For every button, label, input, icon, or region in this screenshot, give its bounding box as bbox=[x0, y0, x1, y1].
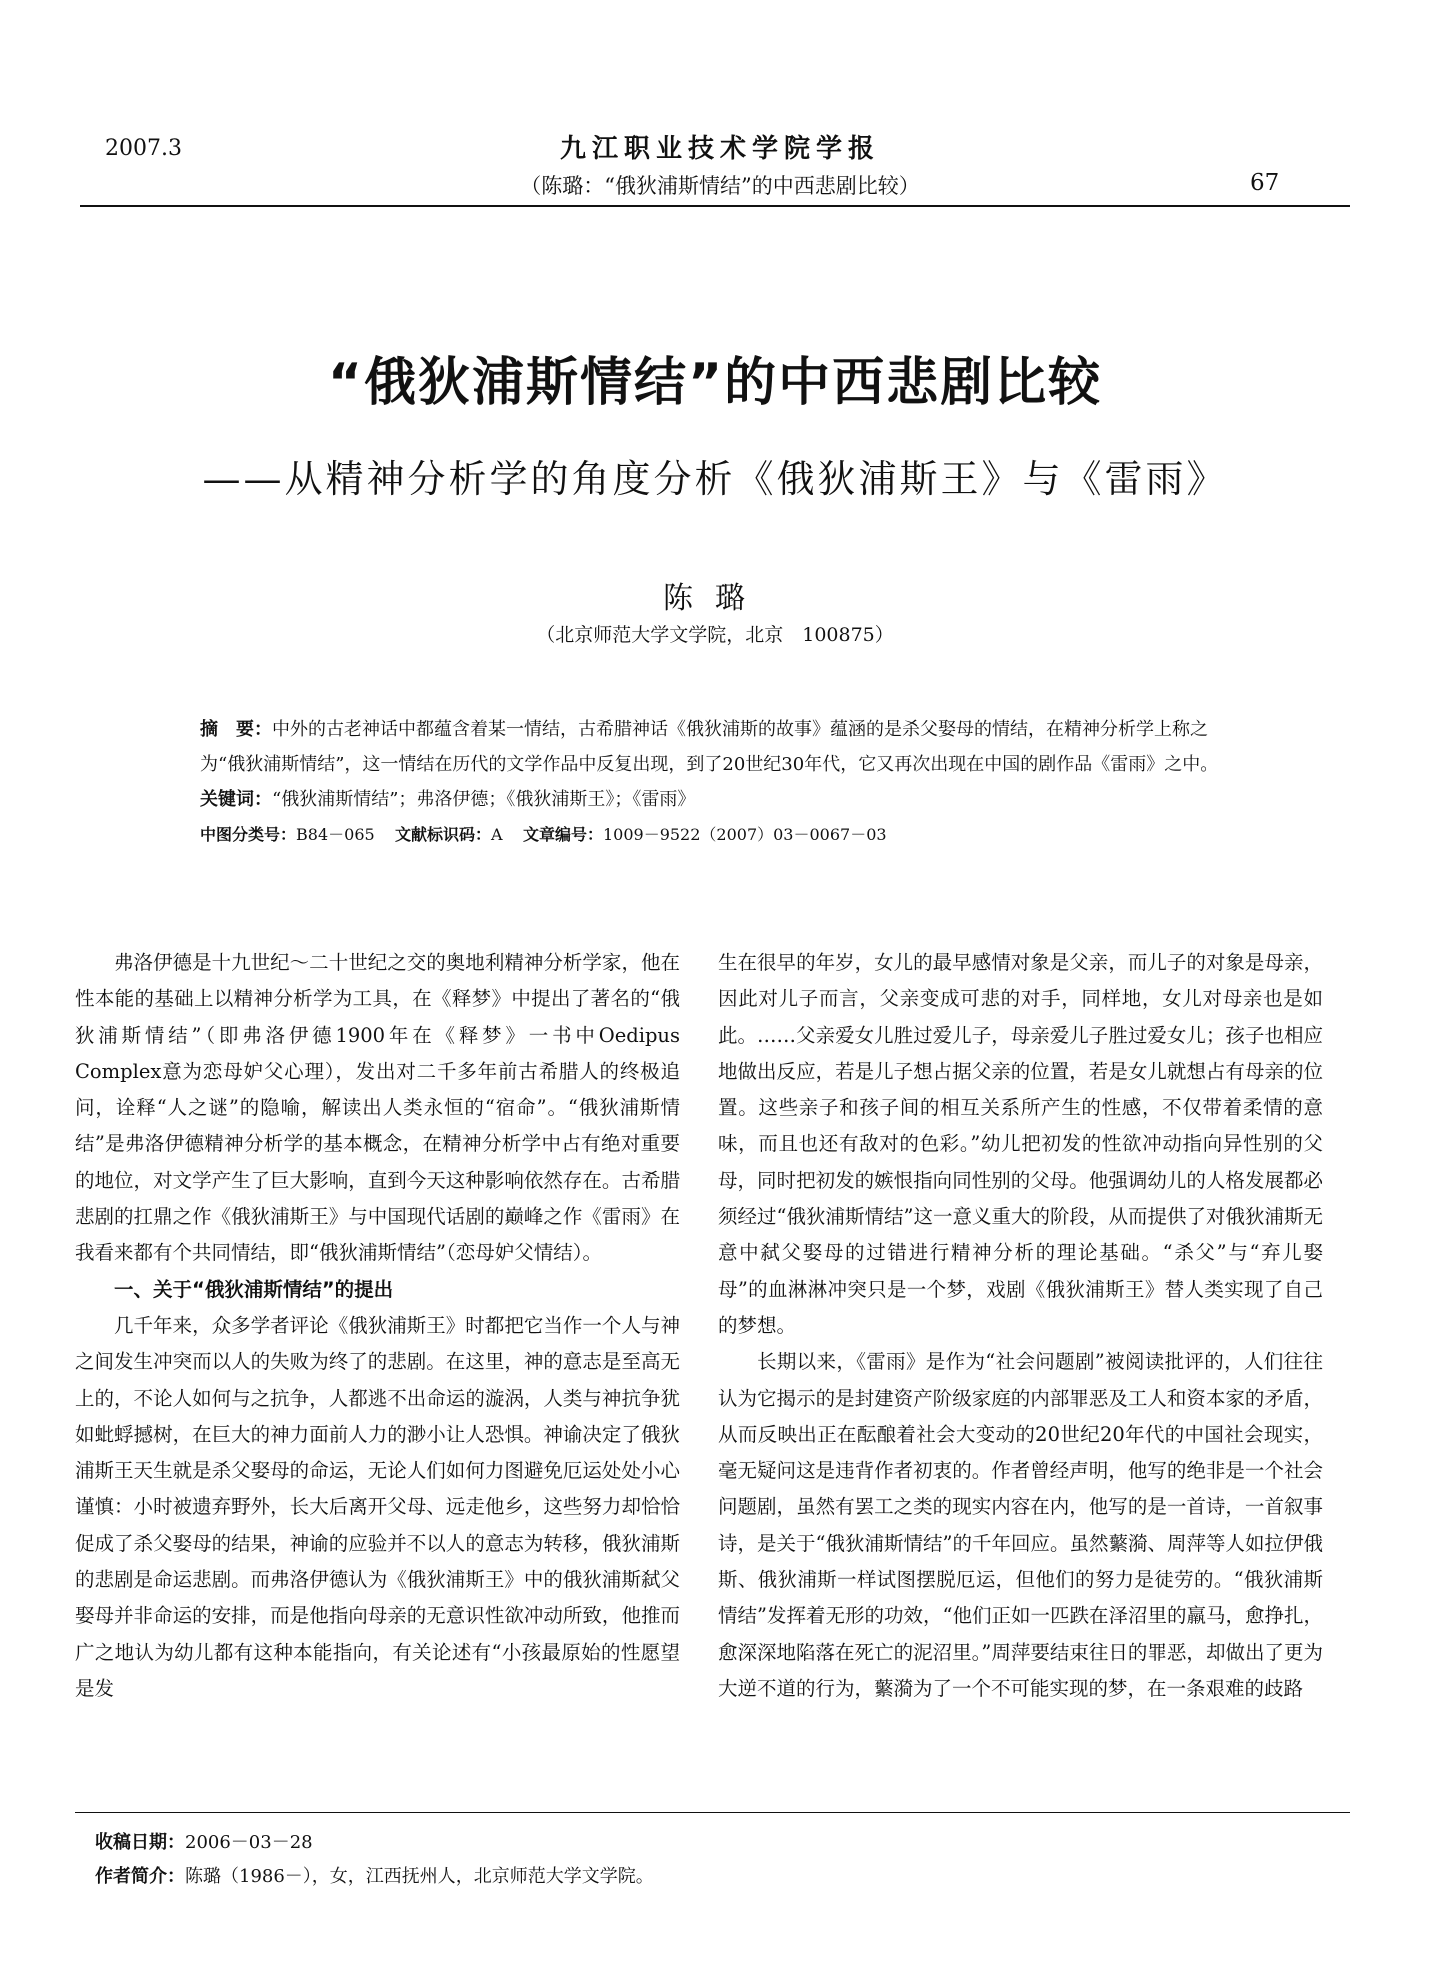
abstract-block bbox=[200, 712, 1240, 852]
article-id-value: 1009－9522（2007）03－0067－03 bbox=[602, 825, 887, 844]
abstract-text: 中外的古老神话中都蕴含着某一情结，古希腊神话《俄狄浦斯的故事》蕴涵的是杀父娶母的情结，在精神分析学上称之为“俄狄浦斯情结”，这一情结在历代的文学作品中反复出现，到了20世纪30年代，它又再次出现在中国的剧作品《雷雨》之中。 bbox=[200, 719, 1219, 775]
body-paragraph: 弗洛伊德是十九世纪～二十世纪之交的奥地利精神分析学家，他在性本能的基础上以精神分析学为工具，在《释梦》中提出了著名的“俄狄浦斯情结”（即弗洛伊德1900年在《释梦》一书中Oedipus Complex意为恋母妒父心理），发出对二千多年前古希腊人的终极追问，诠释“人之谜”的隐喻，解读出人类永恒的“宿命”。“俄狄浦斯情结”是弗洛伊德精神分析学的基本概念，在精神分析学中占有绝对重要的地位，对文学产生了巨大影响，直到今天这种影响依然存在。古希腊悲剧的扛鼎之作《俄狄浦斯王》与中国现代话剧的巅峰之作《雷雨》在我看来都有个共同情结，即“俄狄浦斯情结”（恋母妒父情结）。 bbox=[75, 951, 680, 1265]
body-right-column bbox=[718, 945, 1323, 1707]
body-paragraph: 长期以来，《雷雨》是作为“社会问题剧”被阅读批评的，人们往往认为它揭示的是封建资产阶级家庭的内部罪恶及工人和资本家的矛盾，从而反映出正在酝酿着社会大变动的20世纪20年代的中国社会现实，毫无疑问这是违背作者初衷的。作者曾经声明，他写的绝非是一个社会问题剧，虽然有罢工之类的现实内容在内，他写的是一首诗，一首叙事诗，是关于“俄狄浦斯情结”的千年回应。虽然蘩漪、周萍等人如拉伊俄斯、俄狄浦斯一样试图摆脱厄运，但他们的努力是徒劳的。“俄狄浦斯情结”发挥着无形的功效，“他们正如一匹跌在泽沼里的羸马，愈挣扎，愈深深地陷落在死亡的泥沼里。”周萍要结束往日的罪恶，却做出了更为大逆不道的行为，蘩漪为了一个不可能实现的梦，在一条艰难的歧路 bbox=[718, 1350, 1323, 1700]
body-left-column bbox=[75, 945, 680, 1707]
running-title: （陈璐：“俄狄浦斯情结”的中西悲剧比较） bbox=[520, 174, 920, 198]
abstract-label: 摘 要： bbox=[200, 719, 272, 740]
doc-code-value: A bbox=[491, 825, 503, 844]
clc-label: 中图分类号： bbox=[200, 825, 297, 844]
article-id-label: 文章编号： bbox=[522, 825, 603, 844]
keywords-label: 关键词： bbox=[200, 789, 272, 810]
section-heading: 一、关于“俄狄浦斯情结”的提出 bbox=[114, 1277, 394, 1301]
author-bio-label: 作者简介： bbox=[95, 1866, 185, 1887]
article-subtitle: ——从精神分析学的角度分析《俄狄浦斯王》与《雷雨》 bbox=[202, 457, 1228, 501]
article-title: “俄狄浦斯情结”的中西悲剧比较 bbox=[327, 353, 1103, 413]
author-bio-text: 陈璐（1986－），女，江西抚州人，北京师范大学文学院。 bbox=[185, 1866, 654, 1887]
classification-line bbox=[200, 817, 1240, 852]
body-paragraph: 生在很早的年岁，女儿的最早感情对象是父亲，而儿子的对象是母亲，因此对儿子而言，父亲变成可悲的对手，同样地，女儿对母亲也是如此。……父亲爱女儿胜过爱儿子，母亲爱儿子胜过爱女儿；孩子也相应地做出反应，若是儿子想占据父亲的位置，若是女儿就想占有母亲的位置。这些亲子和孩子间的相互关系所产生的性感，不仅带着柔情的意味，而且也还有敌对的色彩。”幼儿把初发的性欲冲动指向异性别的父母，同时把初发的嫉恨指向同性别的父母。他强调幼儿的人格发展都必须经过“俄狄浦斯情结”这一意义重大的阶段，从而提供了对俄狄浦斯无意中弑父娶母的过错进行精神分析的理论基础。“杀父”与“弃儿娶母”的血淋淋冲突只是一个梦，戏剧《俄狄浦斯王》替人类实现了自己的梦想。 bbox=[718, 951, 1323, 1337]
footnote-divider bbox=[75, 1812, 1350, 1813]
issue-number: 2007.3 bbox=[105, 136, 182, 161]
journal-name: 九江职业技术学院学报 bbox=[559, 134, 880, 164]
abstract bbox=[200, 712, 1240, 782]
doc-code-label: 文献标识码： bbox=[395, 825, 492, 844]
clc-value: B84－065 bbox=[296, 825, 375, 844]
received-value: 2006－03－28 bbox=[185, 1832, 313, 1853]
keywords-text: “俄狄浦斯情结”；弗洛伊德；《俄狄浦斯王》；《雷雨》 bbox=[272, 789, 696, 810]
author-affiliation: （北京师范大学文学院，北京 100875） bbox=[536, 624, 894, 646]
received-date bbox=[95, 1828, 313, 1854]
received-label: 收稿日期： bbox=[95, 1832, 185, 1853]
keywords bbox=[200, 782, 1240, 817]
author-name: 陈璐 bbox=[663, 581, 767, 616]
page-number: 67 bbox=[1250, 170, 1280, 196]
header-divider bbox=[80, 205, 1350, 207]
author-bio bbox=[95, 1862, 654, 1888]
body-paragraph: 几千年来，众多学者评论《俄狄浦斯王》时都把它当作一个人与神之间发生冲突而以人的失败为终了的悲剧。在这里，神的意志是至高无上的，不论人如何与之抗争，人都逃不出命运的漩涡，人类与神抗争犹如蚍蜉撼树，在巨大的神力面前人力的渺小让人恐惧。神谕决定了俄狄浦斯王天生就是杀父娶母的命运，无论人们如何力图避免厄运处处小心谨慎：小时被遗弃野外，长大后离开父母、远走他乡，这些努力却恰恰促成了杀父娶母的结果，神谕的应验并不以人的意志为转移，俄狄浦斯的悲剧是命运悲剧。而弗洛伊德认为《俄狄浦斯王》中的俄狄浦斯弑父娶母并非命运的安排，而是他指向母亲的无意识性欲冲动所致，他推而广之地认为幼儿都有这种本能指向，有关论述有“小孩最原始的性愿望是发 bbox=[75, 1313, 680, 1700]
